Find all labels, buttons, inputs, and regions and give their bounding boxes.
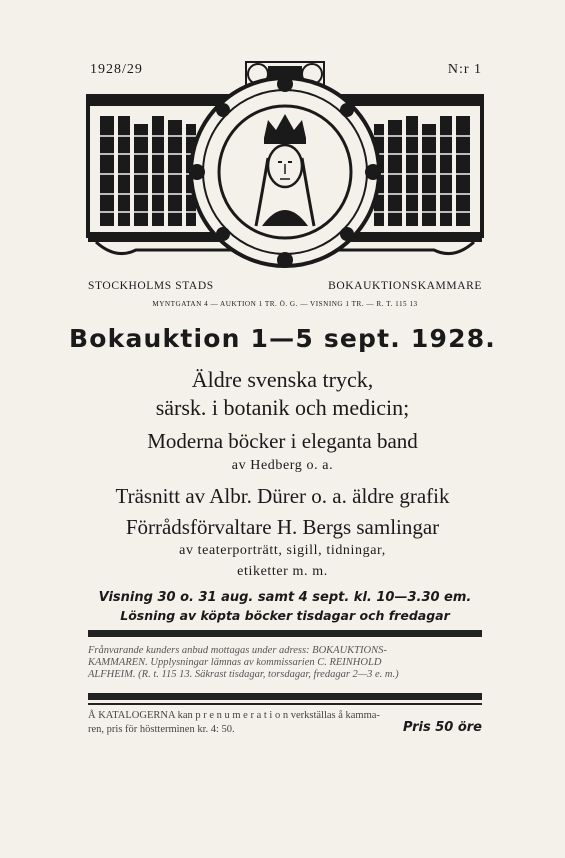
notice-line: Frånvarande kunders anbud mottagas under adress: BOKAUKTIONS- xyxy=(88,645,387,656)
season-year: 1928/29 xyxy=(90,62,143,77)
pickup-times: Lösning av köpta böcker tisdagar och fredagar xyxy=(120,608,450,623)
viewing-times: Visning 30 o. 31 aug. samt 4 sept. kl. 10—3.30 em. xyxy=(98,590,472,605)
line-2: särsk. i botanik och medicin; xyxy=(155,395,410,420)
institution-right: BOKAUKTIONSKAMMARE xyxy=(328,280,482,292)
line-6: Förrådsförvaltare H. Bergs samlingar xyxy=(125,515,440,539)
address-line: MYNTGATAN 4 — AUKTION 1 TR. Ö. G. — VISNING 1 TR. — R. T. 115 13 xyxy=(152,300,418,308)
notice-line: KAMMAREN. Upplysningar lämnas av kommissarien C. REINHOLD xyxy=(88,657,382,668)
auction-title: Bokauktion 1—5 sept. 1928. xyxy=(68,324,496,353)
line-1: Äldre svenska tryck, xyxy=(191,367,374,392)
line-5: Träsnitt av Albr. Dürer o. a. äldre grafik xyxy=(115,484,450,508)
notice-line: ALFHEIM. (R. t. 115 13. Säkrast tisdagar, torsdagar, fredagar 2—3 e. m.) xyxy=(88,669,399,680)
line-7: av teaterporträtt, sigill, tidningar, xyxy=(179,543,386,558)
divider-rule xyxy=(88,703,482,705)
divider-rule xyxy=(88,693,482,700)
notice-block xyxy=(88,645,482,681)
issue-number: N:r 1 xyxy=(447,62,482,77)
line-4: av Hedberg o. a. xyxy=(231,458,334,473)
line-8: etiketter m. m. xyxy=(237,564,328,579)
book-crest-icon xyxy=(86,54,484,280)
catalog-line: ren, pris för höstterminen kr. 4: 50. xyxy=(88,724,235,735)
institution-line xyxy=(88,280,482,292)
price-label: Pris 50 öre xyxy=(402,720,482,735)
divider-rule xyxy=(88,630,482,637)
line-3: Moderna böcker i eleganta band xyxy=(147,429,418,453)
institution-left: STOCKHOLMS STADS xyxy=(88,280,214,292)
catalog-line: Å KATALOGERNA kan p r e n u m e r a t i o n verkställas å kamma- xyxy=(88,710,380,721)
